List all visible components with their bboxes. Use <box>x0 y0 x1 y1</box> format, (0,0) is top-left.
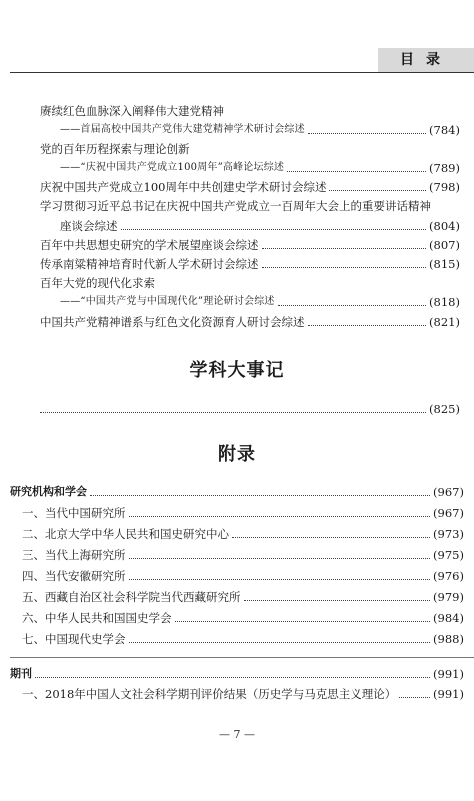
page-number: ( 988 ) <box>433 631 464 647</box>
leader-dots <box>35 677 430 678</box>
leader-dots <box>129 558 431 559</box>
leader-dots <box>244 600 431 601</box>
page-number: ( 975 ) <box>433 547 464 563</box>
leader-dots <box>175 621 431 622</box>
leader-dots <box>262 267 427 268</box>
toc-entry-title: 百年大党的现代化求索 <box>40 276 155 290</box>
toc-entry[interactable] <box>22 631 464 647</box>
page-number: ( 798 ) <box>429 179 460 195</box>
toc-entry[interactable] <box>60 160 460 176</box>
page-number: ( 976 ) <box>433 568 464 584</box>
toc-entry-title: 四、当代安徽研究所 <box>22 569 126 583</box>
leader-dots <box>232 537 430 538</box>
page-footer-number: — 7 — <box>219 728 255 741</box>
toc-entry[interactable] <box>22 686 464 702</box>
toc-entry-title-cont: 座谈会综述 <box>60 219 118 233</box>
page-number: ( 825 ) <box>429 401 460 417</box>
toc-group-title: 期刊 <box>10 667 32 680</box>
leader-dots <box>399 697 430 698</box>
toc-entry[interactable] <box>40 256 460 272</box>
leader-dots <box>129 579 431 580</box>
page-number: ( 991 ) <box>433 686 464 702</box>
leader-dots <box>308 325 427 326</box>
toc-entry[interactable] <box>22 526 464 542</box>
toc-entry-title: 五、西藏自治区社会科学院当代西藏研究所 <box>22 590 241 604</box>
section-title-appendix: 附录 <box>218 444 256 465</box>
toc-entry-title: 二、北京大学中华人民共和国史研究中心 <box>22 527 229 541</box>
toc-group-title: 研究机构和学会 <box>10 485 87 498</box>
leader-dots <box>262 248 427 249</box>
page-number: ( 967 ) <box>433 505 464 521</box>
leader-dots <box>90 495 430 496</box>
toc-entry-title: 六、中华人民共和国国史学会 <box>22 611 172 625</box>
leader-dots <box>121 229 427 230</box>
toc-entry-title: 中国共产党精神谱系与红色文化资源育人研讨会综述 <box>40 315 305 329</box>
page-number: ( 984 ) <box>433 610 464 626</box>
section-title-events: 学科大事记 <box>189 360 285 381</box>
toc-entry-title: 百年中共思想史研究的学术展望座谈会综述 <box>40 238 259 252</box>
page-number: ( 991 ) <box>433 666 464 682</box>
toc-entry[interactable] <box>22 610 464 626</box>
toc-entry-title: 学习贯彻习近平总书记在庆祝中国共产党成立一百周年大会上的重要讲话精神 <box>40 199 431 213</box>
page-number: ( 789 ) <box>429 160 460 176</box>
page-number: ( 807 ) <box>429 237 460 253</box>
toc-entry-title: 一、2018年中国人文社会科学期刊评价结果（历史学与马克思主义理论） <box>22 687 397 701</box>
toc-entry-subtitle: ——“中国共产党与中国现代化”理论研讨会综述 <box>60 296 275 307</box>
page-number: ( 815 ) <box>429 256 460 272</box>
header-rule <box>10 72 474 73</box>
section-separator <box>10 657 474 658</box>
toc-entry[interactable] <box>22 589 464 605</box>
toc-entry[interactable] <box>40 401 460 417</box>
toc-entry-subtitle: ——“庆祝中国共产党成立100周年”高峰论坛综述 <box>60 162 285 173</box>
toc-entry-title: 三、当代上海研究所 <box>22 548 126 562</box>
toc-entry[interactable] <box>10 666 464 682</box>
page-number: ( 821 ) <box>429 314 460 330</box>
leader-dots <box>287 171 426 172</box>
toc-entry[interactable] <box>22 505 464 521</box>
leader-dots <box>40 412 426 413</box>
toc-entry-title: 传承南粱精神培育时代新人学术研讨会综述 <box>40 257 259 271</box>
leader-dots <box>278 305 426 306</box>
toc-entry[interactable] <box>40 179 460 195</box>
toc-entry[interactable] <box>22 547 464 563</box>
toc-entry[interactable] <box>10 484 464 500</box>
running-header-title: 目录 <box>400 52 452 68</box>
toc-entry[interactable] <box>60 294 460 310</box>
toc-entry[interactable] <box>22 568 464 584</box>
page-number: ( 967 ) <box>433 484 464 500</box>
page-number: ( 784 ) <box>429 122 460 138</box>
toc-entry-title: 党的百年历程探索与理论创新 <box>40 142 190 156</box>
toc-entry-subtitle: ——首届高校中国共产党伟大建党精神学术研讨会综述 <box>60 124 305 135</box>
page-number: ( 979 ) <box>433 589 464 605</box>
page-number: ( 818 ) <box>429 294 460 310</box>
leader-dots <box>129 516 431 517</box>
toc-entry-title: 七、中国现代史学会 <box>22 632 126 646</box>
toc-entry[interactable] <box>60 218 460 234</box>
toc-entry-title: 庆祝中国共产党成立100周年中共创建史学术研讨会综述 <box>40 180 327 194</box>
toc-entry[interactable] <box>40 237 460 253</box>
leader-dots <box>308 133 426 134</box>
toc-entry-title: 一、当代中国研究所 <box>22 506 126 520</box>
leader-dots <box>329 190 426 191</box>
page-number: ( 804 ) <box>429 218 460 234</box>
toc-entry[interactable] <box>60 122 460 138</box>
toc-entry[interactable] <box>40 314 460 330</box>
leader-dots <box>129 642 431 643</box>
page-number: ( 973 ) <box>433 526 464 542</box>
toc-entry-title: 赓续红色血脉深入阐释伟大建党精神 <box>40 104 224 118</box>
